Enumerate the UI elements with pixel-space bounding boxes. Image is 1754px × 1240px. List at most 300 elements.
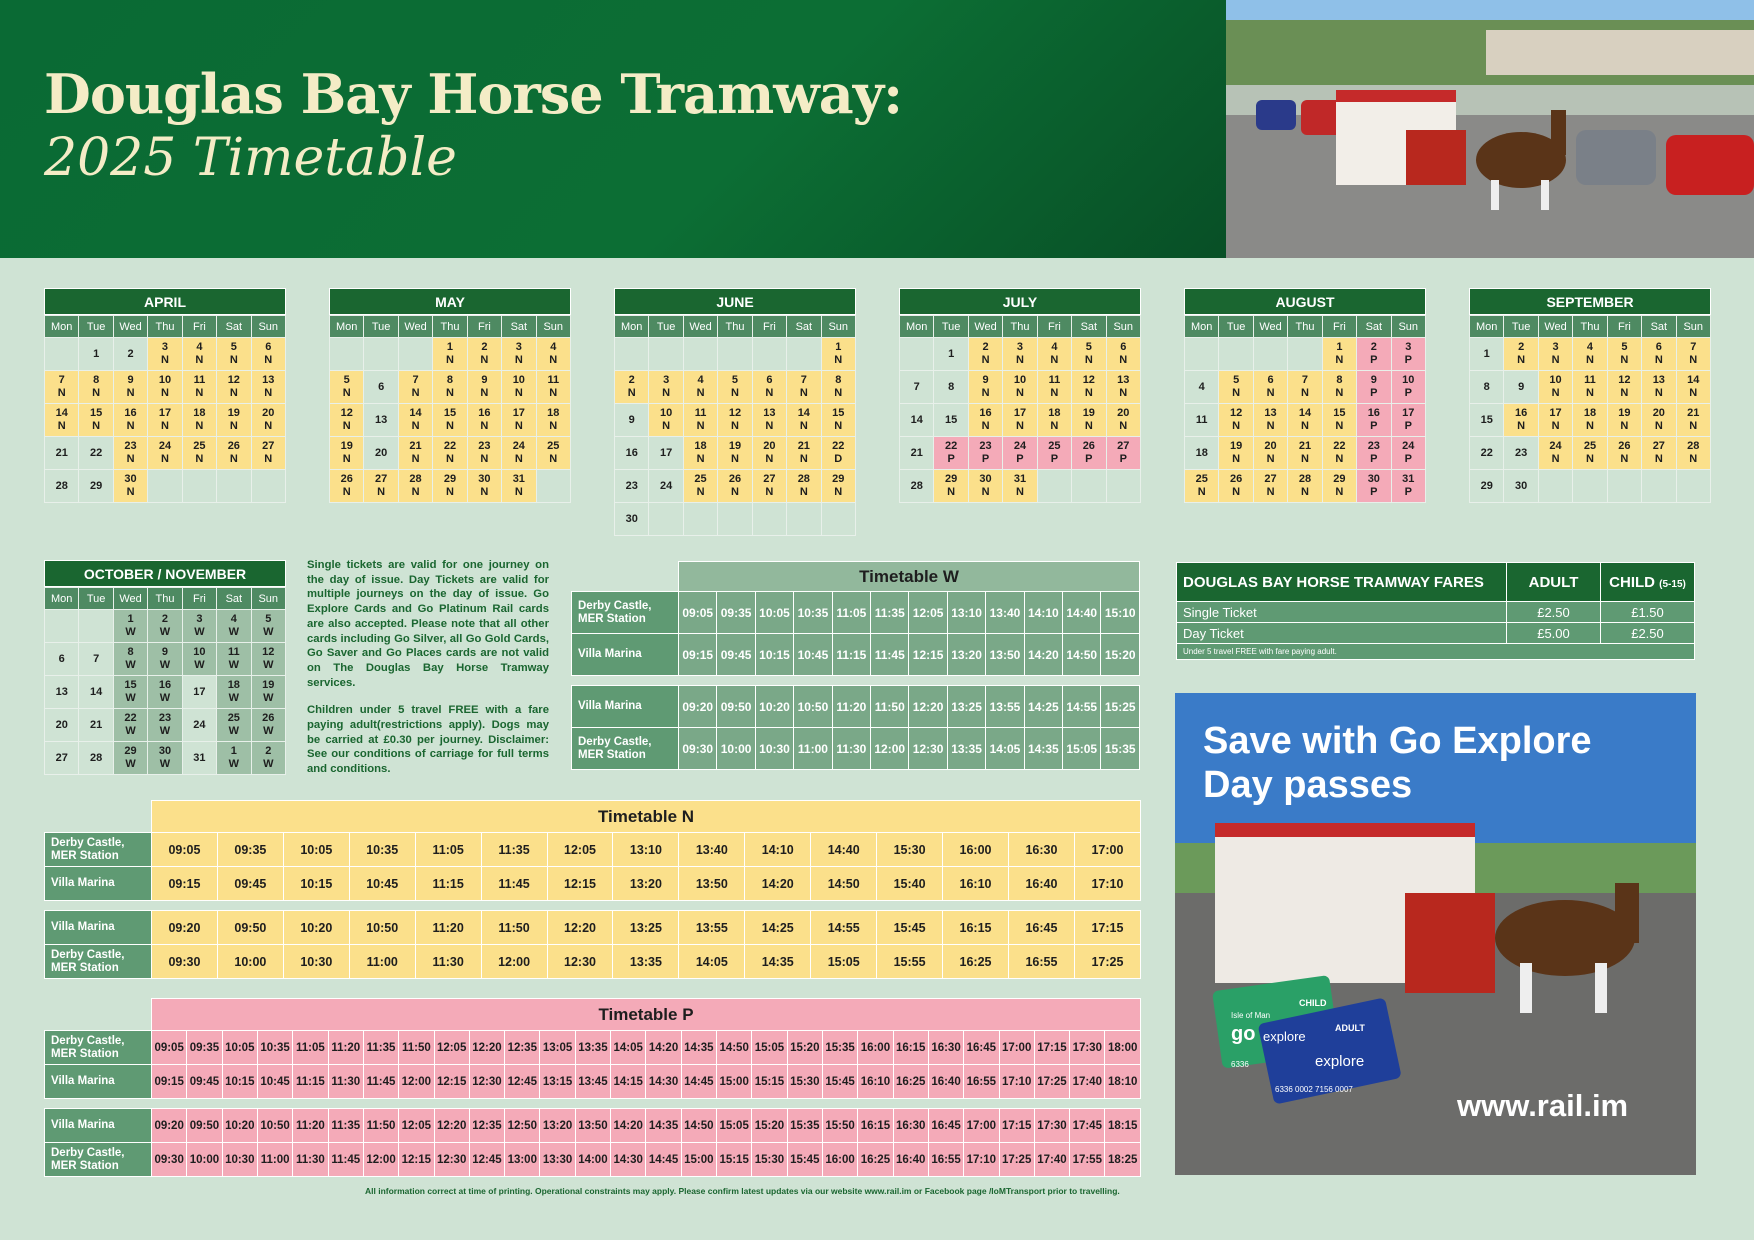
calendar-day: 8 N [821, 371, 855, 404]
calendar-day: 4 [1185, 371, 1219, 404]
calendar-day: 2 N [968, 338, 1002, 371]
departure-time: 16:55 [1008, 945, 1074, 979]
calendar-day: 18 N [683, 437, 717, 470]
calendar-day: 10 W [182, 643, 216, 676]
calendar-day: 23 [615, 470, 649, 503]
calendar-day: 15 N [821, 404, 855, 437]
calendar-day: 9 [1504, 371, 1538, 404]
calendar-week [45, 404, 286, 437]
departure-time: 12:30 [469, 1065, 504, 1099]
day-header: Tue [1219, 316, 1253, 338]
departure-time: 10:20 [283, 911, 349, 945]
calendar-day [364, 338, 398, 371]
departure-time: 11:30 [832, 728, 870, 770]
calendar-week [45, 437, 286, 470]
calendar-day: 22 N [1322, 437, 1356, 470]
stop-name: Villa Marina [45, 1065, 152, 1099]
calendar-day: 25 N [1185, 470, 1219, 503]
departure-time: 14:20 [646, 1031, 681, 1065]
departure-time: 14:05 [611, 1031, 646, 1065]
day-header: Wed [113, 316, 147, 338]
departure-time: 18:10 [1105, 1065, 1141, 1099]
departure-time: 16:00 [943, 833, 1009, 867]
departure-time: 12:15 [909, 634, 947, 676]
calendar-week [330, 371, 571, 404]
calendar-week [900, 404, 1141, 437]
calendar-day: 26 W [251, 709, 285, 742]
calendar-week [615, 470, 856, 503]
day-header: Sat [502, 316, 536, 338]
departure-time: 15:35 [822, 1031, 857, 1065]
departure-time: 16:15 [943, 911, 1009, 945]
departure-time: 09:15 [152, 867, 218, 901]
departure-time: 14:40 [811, 833, 877, 867]
departure-time: 10:35 [349, 833, 415, 867]
departure-time: 14:20 [611, 1109, 646, 1143]
departure-time: 13:50 [986, 634, 1024, 676]
day-header: Tue [79, 588, 113, 610]
calendar-day: 24 [182, 709, 216, 742]
calendar-day [718, 338, 752, 371]
departure-time: 11:15 [415, 867, 481, 901]
calendar-day: 21 N [787, 437, 821, 470]
calendar-day: 3 N [502, 338, 536, 371]
departure-time: 14:50 [717, 1031, 752, 1065]
departure-time: 11:30 [415, 945, 481, 979]
ticket-notes-p2: Children under 5 travel FREE with a fare paying adult(restrictions apply). Dogs may be carried at £0.30 per journey. Disclaimer: See our conditions of carriage for full terms and conditions. [307, 704, 549, 776]
calendar-day: 16 N [467, 404, 501, 437]
calendar-day [79, 610, 113, 643]
stop-name: Villa Marina [572, 634, 679, 676]
calendar-day: 22 P [934, 437, 968, 470]
calendar-day: 30 W [148, 742, 182, 775]
calendar-day: 25 W [217, 709, 251, 742]
calendar-week [1185, 371, 1426, 404]
day-header: Mon [1470, 316, 1504, 338]
departure-time: 17:30 [1070, 1031, 1105, 1065]
departure-time: 10:45 [349, 867, 415, 901]
departure-time: 16:15 [858, 1109, 893, 1143]
departure-time: 13:20 [540, 1109, 575, 1143]
stop-name: Villa Marina [45, 867, 152, 901]
calendar-week [45, 371, 286, 404]
departure-time: 13:05 [540, 1031, 575, 1065]
calendar-day [821, 503, 855, 536]
calendar-day: 5 W [251, 610, 285, 643]
header-banner [0, 0, 1226, 258]
calendar-day: 10 N [1538, 371, 1572, 404]
departure-time: 10:00 [217, 945, 283, 979]
timetable-row [45, 1065, 1141, 1099]
departure-time: 13:20 [947, 634, 985, 676]
departure-time: 10:45 [794, 634, 832, 676]
calendar-day: 20 N [1642, 404, 1676, 437]
calendar-day: 18 N [536, 404, 570, 437]
ad-line1: Save with Go Explore [1203, 720, 1592, 762]
day-header: Sun [1106, 316, 1140, 338]
departure-time: 14:55 [1063, 686, 1101, 728]
day-header: Fri [182, 316, 216, 338]
fares-child-header [1601, 563, 1695, 602]
departure-time: 12:20 [909, 686, 947, 728]
departure-time: 13:10 [613, 833, 679, 867]
calendar-day: 24 [649, 470, 683, 503]
day-header: Tue [79, 316, 113, 338]
calendar-day: 14 N [1676, 371, 1710, 404]
calendar-day: 15 [1470, 404, 1504, 437]
calendar-day [398, 338, 432, 371]
calendar-day [615, 338, 649, 371]
departure-time: 12:00 [363, 1143, 398, 1177]
departure-time: 14:25 [745, 911, 811, 945]
departure-time: 14:45 [681, 1065, 716, 1099]
page-title: Douglas Bay Horse Tramway: [44, 62, 903, 126]
calendar-day [217, 470, 251, 503]
calendar-day: 23 P [968, 437, 1002, 470]
calendar-day: 21 N [1288, 437, 1322, 470]
day-header: Wed [683, 316, 717, 338]
calendar-day: 11 N [182, 371, 216, 404]
calendar-day: 26 N [718, 470, 752, 503]
calendar-day: 14 N [45, 404, 79, 437]
departure-time: 12:35 [505, 1031, 540, 1065]
calendar-july [899, 288, 1141, 503]
departure-time: 10:20 [755, 686, 793, 728]
departure-time: 16:00 [822, 1143, 857, 1177]
calendar-day: 25 P [1037, 437, 1071, 470]
calendar-day [1676, 470, 1710, 503]
departure-time: 14:50 [1063, 634, 1101, 676]
calendar-day: 10 N [502, 371, 536, 404]
calendar-day: 10 N [649, 404, 683, 437]
calendar-day: 21 [79, 709, 113, 742]
calendar-day: 5 N [718, 371, 752, 404]
day-header: Fri [467, 316, 501, 338]
calendar-week [1185, 338, 1426, 371]
departure-time: 11:20 [832, 686, 870, 728]
day-header: Thu [1003, 316, 1037, 338]
calendar-day: 26 N [1607, 437, 1641, 470]
calendar-day: 1 [1470, 338, 1504, 371]
day-header: Tue [364, 316, 398, 338]
fares-note: Under 5 travel FREE with fare paying adult. [1177, 644, 1695, 660]
footer-note: All information correct at time of printing. Operational constraints may apply. Please confirm latest updates via our website www.rail.im or Facebook page /IoMTransport prior to travelling. [365, 1186, 1120, 1196]
calendar-day [1253, 338, 1287, 371]
calendar-day: 4 N [1573, 338, 1607, 371]
departure-time: 16:30 [928, 1031, 963, 1065]
calendar-day: 7 N [45, 371, 79, 404]
departure-time: 16:25 [943, 945, 1009, 979]
calendar-day: 15 N [433, 404, 467, 437]
calendar-day: 2 N [467, 338, 501, 371]
departure-time: 15:45 [877, 911, 943, 945]
departure-time: 15:15 [752, 1065, 787, 1099]
calendar-day [1573, 470, 1607, 503]
departure-time: 13:15 [540, 1065, 575, 1099]
calendar-day [683, 338, 717, 371]
timetable-row [45, 833, 1141, 867]
calendar-day: 29 N [821, 470, 855, 503]
departure-time: 11:20 [293, 1109, 328, 1143]
departure-time: 11:50 [481, 911, 547, 945]
calendar-day: 14 N [787, 404, 821, 437]
stop-name: Derby Castle, MER Station [45, 1143, 152, 1177]
departure-time: 11:30 [328, 1065, 363, 1099]
calendar-day: 12 N [1219, 404, 1253, 437]
calendar-day [787, 338, 821, 371]
calendar-day: 19 N [1072, 404, 1106, 437]
day-header: Mon [615, 316, 649, 338]
calendar-week [615, 503, 856, 536]
fare-type: Day Ticket [1177, 623, 1507, 644]
calendar-day: 17 N [1538, 404, 1572, 437]
calendar-day: 1 N [1322, 338, 1356, 371]
calendar-day: 31 N [1003, 470, 1037, 503]
departure-time: 14:50 [811, 867, 877, 901]
departure-time: 10:05 [283, 833, 349, 867]
calendar-day: 17 [182, 676, 216, 709]
departure-time: 15:30 [752, 1143, 787, 1177]
card-go-logo: go [1231, 1023, 1256, 1045]
go-explore-advert[interactable] [1175, 693, 1696, 1175]
calendar-day: 11 N [1037, 371, 1071, 404]
departure-time: 16:10 [858, 1065, 893, 1099]
card-iom-brand: Isle of Man [1231, 1011, 1271, 1020]
calendar-day: 7 N [787, 371, 821, 404]
day-header: Sat [1072, 316, 1106, 338]
card2-label: ADULT [1335, 1023, 1365, 1033]
fares-table [1176, 562, 1694, 660]
day-header: Thu [148, 316, 182, 338]
calendar-day: 24 N [148, 437, 182, 470]
calendar-day [787, 503, 821, 536]
departure-time: 12:05 [909, 592, 947, 634]
departure-time: 09:30 [152, 1143, 187, 1177]
departure-time: 11:45 [363, 1065, 398, 1099]
calendar-day: 7 [900, 371, 934, 404]
stop-name: Villa Marina [572, 686, 679, 728]
departure-time: 14:45 [646, 1143, 681, 1177]
departure-time: 09:30 [152, 945, 218, 979]
departure-time: 11:35 [871, 592, 909, 634]
calendar-day: 21 [900, 437, 934, 470]
calendar-day: 26 N [330, 470, 364, 503]
fare-child: £2.50 [1601, 623, 1695, 644]
timetable-row [45, 1031, 1141, 1065]
departure-time: 11:15 [293, 1065, 328, 1099]
day-header: Sun [821, 316, 855, 338]
calendar-day: 3 N [148, 338, 182, 371]
header-photo [1226, 0, 1754, 258]
departure-time: 11:35 [481, 833, 547, 867]
day-header: Sun [536, 316, 570, 338]
departure-time: 15:35 [787, 1109, 822, 1143]
calendar-day: 12 W [251, 643, 285, 676]
month-title: JUNE [614, 288, 856, 315]
departure-time: 17:25 [999, 1143, 1034, 1177]
calendar-week [45, 643, 286, 676]
departure-time: 10:30 [755, 728, 793, 770]
departure-time: 15:05 [811, 945, 877, 979]
calendar-day: 3 N [1538, 338, 1572, 371]
departure-time: 12:15 [547, 867, 613, 901]
calendar-day [1106, 470, 1140, 503]
stop-name: Derby Castle, MER Station [572, 592, 679, 634]
calendar-day: 26 N [1219, 470, 1253, 503]
departure-time: 16:30 [1008, 833, 1074, 867]
calendar-day: 8 N [433, 371, 467, 404]
departure-time: 12:05 [547, 833, 613, 867]
calendar-day: 18 N [1037, 404, 1071, 437]
calendar-day: 29 [79, 470, 113, 503]
calendar-day: 29 [1470, 470, 1504, 503]
timetable-row [572, 592, 1140, 634]
calendar-day: 23 N [113, 437, 147, 470]
departure-time: 10:45 [257, 1065, 292, 1099]
calendar-day: 12 N [217, 371, 251, 404]
calendar-day: 2 N [1504, 338, 1538, 371]
calendar-day: 9 N [113, 371, 147, 404]
calendar-day: 5 N [1607, 338, 1641, 371]
calendar-day: 9 N [467, 371, 501, 404]
departure-time: 18:25 [1105, 1143, 1141, 1177]
calendar-day: 30 P [1357, 470, 1391, 503]
day-header: Wed [968, 316, 1002, 338]
ad-headline [1203, 719, 1592, 807]
stop-name: Derby Castle, MER Station [45, 833, 152, 867]
departure-time: 11:45 [481, 867, 547, 901]
calendar-day: 23 P [1357, 437, 1391, 470]
stop-name: Derby Castle, MER Station [45, 1031, 152, 1065]
calendar-day: 23 N [467, 437, 501, 470]
calendar-day: 20 N [1106, 404, 1140, 437]
calendar-day: 11 W [217, 643, 251, 676]
departure-time: 11:05 [832, 592, 870, 634]
calendar-day: 31 [182, 742, 216, 775]
calendar-october-november [44, 560, 286, 775]
calendar-day: 28 N [787, 470, 821, 503]
departure-time: 11:15 [832, 634, 870, 676]
calendar-day: 11 N [683, 404, 717, 437]
departure-time: 14:30 [611, 1143, 646, 1177]
calendar-day: 12 N [718, 404, 752, 437]
calendar-week [1185, 470, 1426, 503]
departure-time: 16:55 [964, 1065, 999, 1099]
departure-time: 11:50 [871, 686, 909, 728]
departure-time: 12:30 [547, 945, 613, 979]
departure-time: 12:30 [434, 1143, 469, 1177]
departure-time: 15:55 [877, 945, 943, 979]
calendar-day: 10 N [148, 371, 182, 404]
departure-time: 16:45 [928, 1109, 963, 1143]
calendar-day [752, 503, 786, 536]
calendar-day: 27 P [1106, 437, 1140, 470]
calendar-day: 3 P [1391, 338, 1425, 371]
departure-time: 12:15 [434, 1065, 469, 1099]
day-header: Tue [934, 316, 968, 338]
departure-time: 10:15 [283, 867, 349, 901]
timetable-title: Timetable N [152, 801, 1141, 833]
calendar-day: 17 N [148, 404, 182, 437]
stop-name: Villa Marina [45, 1109, 152, 1143]
calendar-day: 14 [900, 404, 934, 437]
departure-time: 13:20 [613, 867, 679, 901]
departure-time: 15:50 [822, 1109, 857, 1143]
calendar-day: 31 P [1391, 470, 1425, 503]
calendar-day: 6 [364, 371, 398, 404]
calendar-day: 31 N [502, 470, 536, 503]
calendar-day: 26 P [1072, 437, 1106, 470]
departure-time: 15:30 [787, 1065, 822, 1099]
calendar-day: 28 [900, 470, 934, 503]
calendar-april [44, 288, 286, 503]
departure-time: 09:05 [152, 833, 218, 867]
month-title: APRIL [44, 288, 286, 315]
departure-time: 14:25 [1024, 686, 1062, 728]
departure-time: 10:15 [222, 1065, 257, 1099]
departure-time: 15:25 [1101, 686, 1140, 728]
calendar-week [45, 676, 286, 709]
departure-time: 18:00 [1105, 1031, 1141, 1065]
departure-time: 15:00 [717, 1065, 752, 1099]
calendar-day: 2 P [1357, 338, 1391, 371]
departure-time: 13:00 [505, 1143, 540, 1177]
departure-time: 09:05 [152, 1031, 187, 1065]
calendar-day [649, 338, 683, 371]
ad-url[interactable]: www.rail.im [1457, 1088, 1629, 1123]
day-header: Sun [251, 588, 285, 610]
calendar-day: 24 P [1391, 437, 1425, 470]
timetable-row [572, 634, 1140, 676]
calendar-day: 6 [45, 643, 79, 676]
departure-time: 14:05 [986, 728, 1024, 770]
day-header: Fri [1037, 316, 1071, 338]
departure-time: 15:15 [717, 1143, 752, 1177]
card1-number: 6336 [1231, 1060, 1249, 1069]
calendar-day: 18 N [1573, 404, 1607, 437]
departure-time: 13:55 [986, 686, 1024, 728]
departure-time: 17:15 [1074, 911, 1140, 945]
departure-time: 11:50 [399, 1031, 434, 1065]
calendar-day: 6 N [1106, 338, 1140, 371]
calendar-day: 12 N [330, 404, 364, 437]
calendar-day: 30 [615, 503, 649, 536]
calendar-day: 3 N [649, 371, 683, 404]
departure-time: 15:05 [717, 1109, 752, 1143]
departure-time: 12:05 [399, 1109, 434, 1143]
fare-type: Single Ticket [1177, 602, 1507, 623]
calendar-day: 4 N [536, 338, 570, 371]
calendar-day: 14 N [1288, 404, 1322, 437]
departure-time: 17:40 [1034, 1143, 1069, 1177]
calendar-week [615, 437, 856, 470]
calendar-day: 5 N [330, 371, 364, 404]
calendar-day: 7 N [1288, 371, 1322, 404]
calendar-day: 1 W [113, 610, 147, 643]
day-header: Wed [1253, 316, 1287, 338]
departure-time: 13:25 [613, 911, 679, 945]
calendar-day: 27 N [364, 470, 398, 503]
calendar-day: 5 N [1072, 338, 1106, 371]
departure-time: 11:05 [293, 1031, 328, 1065]
calendar-day: 28 [79, 742, 113, 775]
departure-time: 13:50 [575, 1109, 610, 1143]
calendar-week [45, 742, 286, 775]
calendar-september [1469, 288, 1711, 503]
calendar-day: 1 [79, 338, 113, 371]
departure-time: 11:50 [363, 1109, 398, 1143]
stop-name: Derby Castle, MER Station [572, 728, 679, 770]
